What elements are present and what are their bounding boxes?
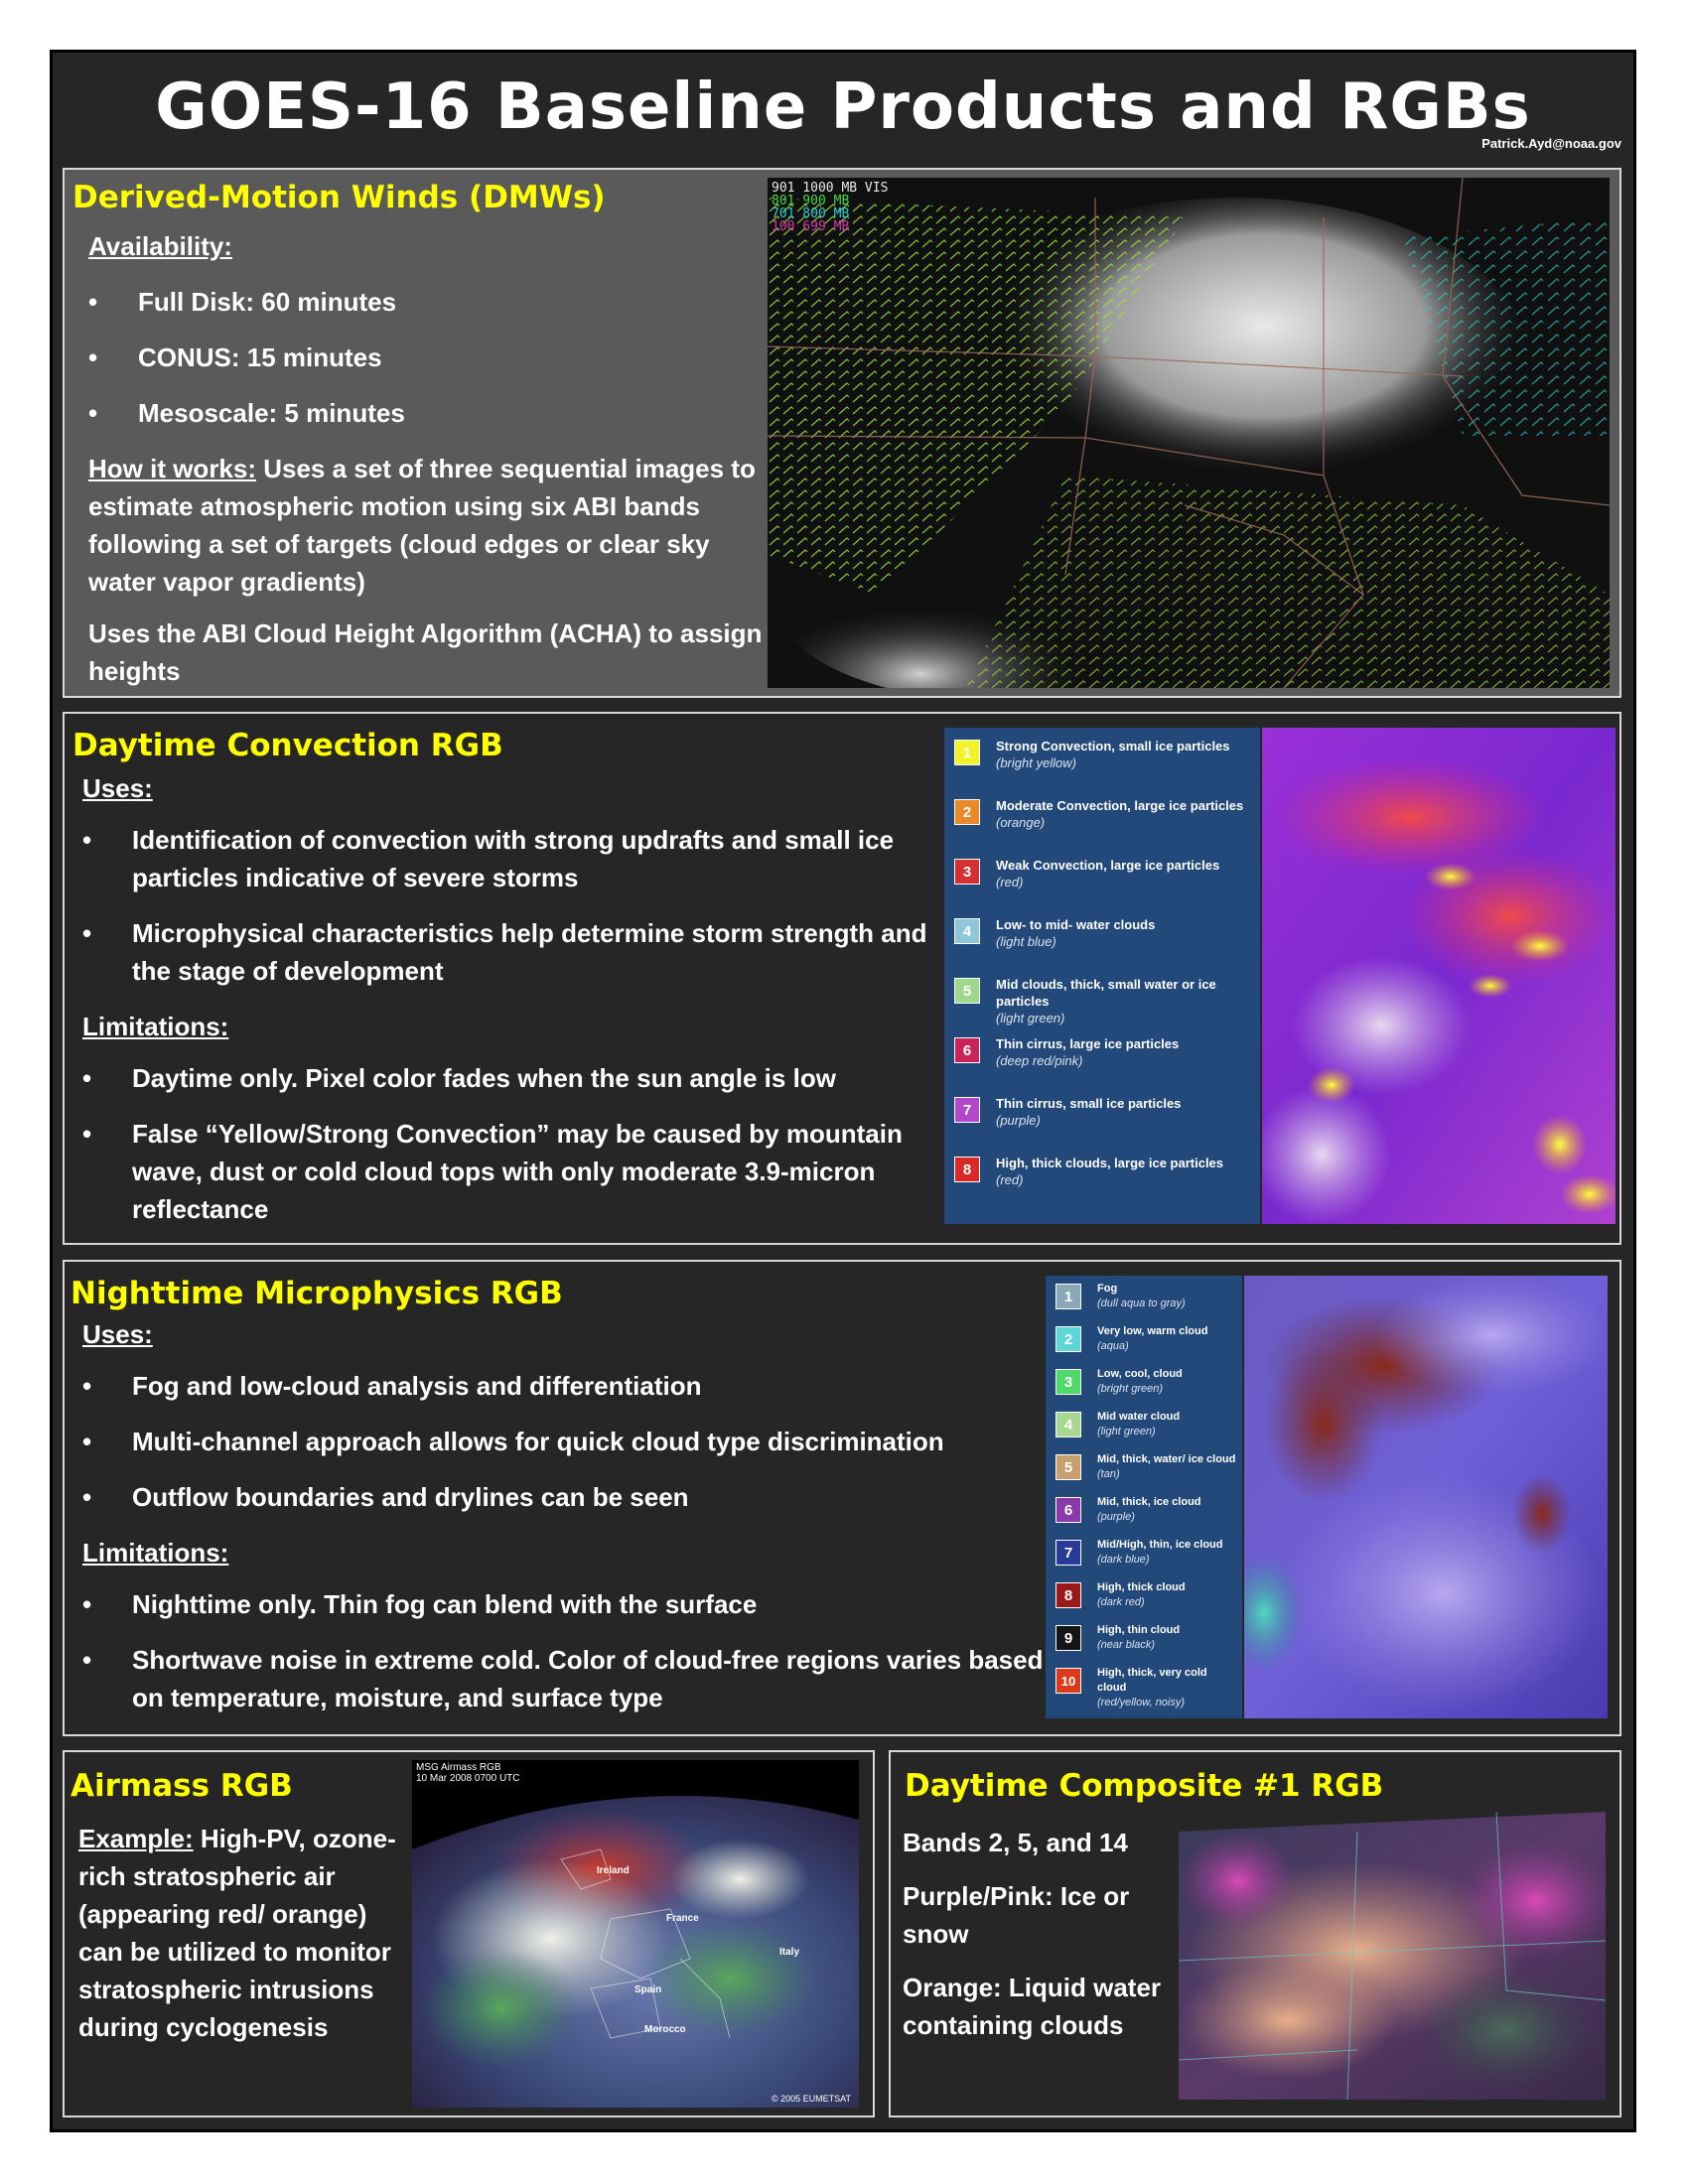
limitations-label: Limitations:	[82, 1538, 229, 1568]
convection-legend	[944, 728, 1260, 1224]
legend-swatch: 8	[954, 1157, 980, 1182]
legend-swatch: 3	[954, 859, 980, 885]
legend-swatch: 1	[1055, 1284, 1081, 1309]
legend-sublabel: (aqua)	[1097, 1340, 1129, 1352]
acha-text: Uses the ABI Cloud Height Algorithm (ACHA) to assign heights	[88, 618, 763, 686]
legend-label: Moderate Convection, large ice particles (orange)	[996, 797, 1256, 831]
list-item: • Fog and low-cloud analysis and differentiation	[82, 1367, 1055, 1405]
legend-sublabel: (deep red/pink)	[996, 1053, 1083, 1068]
example-label: Example:	[78, 1824, 194, 1853]
legend-sublabel: (purple)	[996, 1113, 1041, 1128]
legend-label: Low, cool, cloud (bright green)	[1097, 1367, 1238, 1397]
airmass-example	[78, 1820, 406, 2046]
limitations-list	[82, 1585, 1055, 1716]
legend-swatch: 8	[1055, 1582, 1081, 1608]
legend-row-701: 701 800 MB	[772, 206, 850, 221]
legend-sublabel: (red)	[996, 875, 1024, 889]
list-item: • Full Disk: 60 minutes	[88, 283, 774, 321]
composite-satellite-image	[1179, 1812, 1606, 2100]
legend-sublabel: (light green)	[996, 1011, 1065, 1025]
composite-rgb-map	[1179, 1812, 1606, 2100]
legend-label: Mid/High, thin, ice cloud (dark blue)	[1097, 1538, 1238, 1568]
legend-label: High, thin cloud (near black)	[1097, 1623, 1238, 1653]
legend-sublabel: (red/yellow, noisy)	[1097, 1697, 1186, 1708]
legend-label: Mid water cloud (light green)	[1097, 1410, 1238, 1439]
legend-swatch: 4	[954, 918, 980, 944]
author-email[interactable]: Patrick.Ayd@noaa.gov	[1481, 136, 1621, 151]
legend-swatch: 2	[954, 799, 980, 825]
how-label: How it works:	[88, 454, 257, 483]
legend-label: Thin cirrus, small ice particles (purple)	[996, 1095, 1256, 1129]
uses-label: Uses:	[82, 1319, 153, 1349]
availability-list	[88, 283, 774, 432]
composite-line: Bands 2, 5, and 14	[903, 1828, 1128, 1857]
list-item: • Nighttime only. Thin fog can blend with the surface	[82, 1585, 1055, 1623]
night-title: Nighttime Microphysics RGB	[70, 1276, 563, 1311]
convection-rgb-map	[1262, 728, 1616, 1224]
convection-satellite-image	[1262, 728, 1616, 1224]
place-label: Italy	[779, 1947, 800, 1958]
dmw-wind-map	[768, 178, 1610, 688]
place-label: Ireland	[597, 1865, 630, 1876]
airmass-satellite-image	[412, 1760, 859, 2108]
uses-list	[82, 821, 956, 990]
place-label: Spain	[634, 1984, 662, 1995]
list-item: • Daytime only. Pixel color fades when the sun angle is low	[82, 1059, 956, 1097]
convection-title: Daytime Convection RGB	[72, 728, 503, 763]
limitations-label: Limitations:	[82, 1012, 229, 1041]
legend-label: High, thick clouds, large ice particles (red)	[996, 1155, 1256, 1188]
composite-line: Orange: Liquid water containing clouds	[903, 1973, 1162, 2040]
legend-sublabel: (dark red)	[1097, 1596, 1145, 1608]
legend-label: Low- to mid- water clouds (light blue)	[996, 916, 1256, 950]
uses-list	[82, 1367, 1055, 1516]
list-item: • CONUS: 15 minutes	[88, 339, 774, 376]
legend-label: Mid, thick, ice cloud (purple)	[1097, 1495, 1238, 1525]
legend-swatch: 10	[1055, 1668, 1081, 1694]
legend-label: Fog (dull aqua to gray)	[1097, 1282, 1238, 1311]
airmass-rgb-map	[412, 1760, 859, 2108]
legend-swatch: 7	[954, 1097, 980, 1123]
legend-sublabel: (purple)	[1097, 1511, 1135, 1523]
legend-swatch: 9	[1055, 1625, 1081, 1651]
legend-label: Strong Convection, small ice particles (bright yellow)	[996, 738, 1256, 771]
dmw-image-legend	[772, 182, 888, 233]
limitations-list	[82, 1059, 956, 1228]
legend-sublabel: (bright yellow)	[996, 755, 1076, 770]
page-title: GOES-16 Baseline Products and RGBs	[155, 70, 1531, 144]
night-legend	[1046, 1276, 1242, 1718]
legend-label: Mid, thick, water/ ice cloud (tan)	[1097, 1452, 1238, 1482]
availability-label: Availability:	[88, 231, 232, 261]
legend-label: Mid clouds, thick, small water or ice particles (light green)	[996, 976, 1256, 1026]
legend-swatch: 4	[1055, 1412, 1081, 1437]
composite-line: Purple/Pink: Ice or snow	[903, 1881, 1130, 1949]
legend-swatch: 2	[1055, 1326, 1081, 1352]
list-item: • Multi-channel approach allows for quick cloud type discrimination	[82, 1423, 1055, 1460]
legend-row-100: 100 699 MB	[772, 219, 850, 234]
legend-sublabel: (red)	[996, 1172, 1024, 1187]
legend-label: Very low, warm cloud (aqua)	[1097, 1324, 1238, 1354]
legend-swatch: 5	[1055, 1454, 1081, 1480]
list-item: • Shortwave noise in extreme cold. Color of cloud-free regions varies based on temperature, moisture, and surface type	[82, 1641, 1055, 1716]
legend-sublabel: (near black)	[1097, 1639, 1156, 1651]
legend-sublabel: (orange)	[996, 815, 1046, 830]
list-item: • Identification of convection with strong updrafts and small ice particles indicative of severe storms	[82, 821, 956, 896]
airmass-title: Airmass RGB	[70, 1768, 293, 1804]
legend-swatch: 5	[954, 978, 980, 1004]
legend-sublabel: (dull aqua to gray)	[1097, 1297, 1186, 1309]
list-item: • Mesoscale: 5 minutes	[88, 394, 774, 432]
airmass-image-name: MSG Airmass RGB	[416, 1762, 501, 1773]
dmw-satellite-image	[768, 178, 1610, 688]
list-item: • False “Yellow/Strong Convection” may be caused by mountain wave, dust or cold cloud tops with only moderate 3.9-micron reflectance	[82, 1115, 956, 1228]
legend-label: High, thick cloud (dark red)	[1097, 1580, 1238, 1610]
how-it-works	[88, 450, 774, 601]
legend-sublabel: (light blue)	[996, 934, 1056, 949]
dmw-title: Derived-Motion Winds (DMWs)	[72, 180, 606, 215]
place-label: France	[666, 1913, 699, 1924]
list-item: • Microphysical characteristics help determine storm strength and the stage of development	[82, 914, 956, 990]
night-satellite-image	[1244, 1276, 1608, 1718]
dmw-panel	[63, 168, 1621, 698]
legend-swatch: 6	[1055, 1497, 1081, 1523]
place-label: Morocco	[644, 2024, 686, 2035]
example-text: High-PV, ozone-rich stratospheric air (appearing red/ orange) can be utilized to monitor stratospheric intrusions during cyclogenesis	[78, 1824, 396, 2042]
airmass-image-title	[416, 1762, 520, 1784]
composite-title: Daytime Composite #1 RGB	[905, 1768, 1384, 1804]
legend-row-901: 901 1000 MB VIS	[772, 181, 889, 196]
legend-sublabel: (dark blue)	[1097, 1554, 1150, 1566]
legend-sublabel: (tan)	[1097, 1468, 1120, 1480]
list-item: • Outflow boundaries and drylines can be seen	[82, 1478, 1055, 1516]
legend-label: Thin cirrus, large ice particles (deep red/pink)	[996, 1035, 1256, 1069]
convection-panel	[63, 712, 1621, 1245]
uses-label: Uses:	[82, 773, 153, 803]
composite-panel	[889, 1750, 1621, 2117]
legend-row-801: 801 900 MB	[772, 194, 850, 208]
legend-sublabel: (light green)	[1097, 1426, 1156, 1437]
legend-label: Weak Convection, large ice particles (red)	[996, 857, 1256, 890]
legend-swatch: 3	[1055, 1369, 1081, 1395]
airmass-image-date: 10 Mar 2008 0700 UTC	[416, 1773, 520, 1784]
airmass-copyright: © 2005 EUMETSAT	[772, 2094, 851, 2104]
legend-swatch: 6	[954, 1037, 980, 1063]
poster	[50, 50, 1636, 2132]
night-panel	[63, 1260, 1621, 1736]
legend-label: High, thick, very cold cloud (red/yellow, noisy)	[1097, 1666, 1238, 1710]
legend-swatch: 7	[1055, 1540, 1081, 1566]
legend-swatch: 1	[954, 740, 980, 765]
how-text: Uses a set of three sequential images to estimate atmospheric motion using six ABI bands following a set of targets (cloud edges or clear sky water vapor gradients)	[88, 454, 756, 597]
legend-sublabel: (bright green)	[1097, 1383, 1164, 1395]
night-rgb-map	[1244, 1276, 1608, 1718]
airmass-panel	[63, 1750, 875, 2117]
